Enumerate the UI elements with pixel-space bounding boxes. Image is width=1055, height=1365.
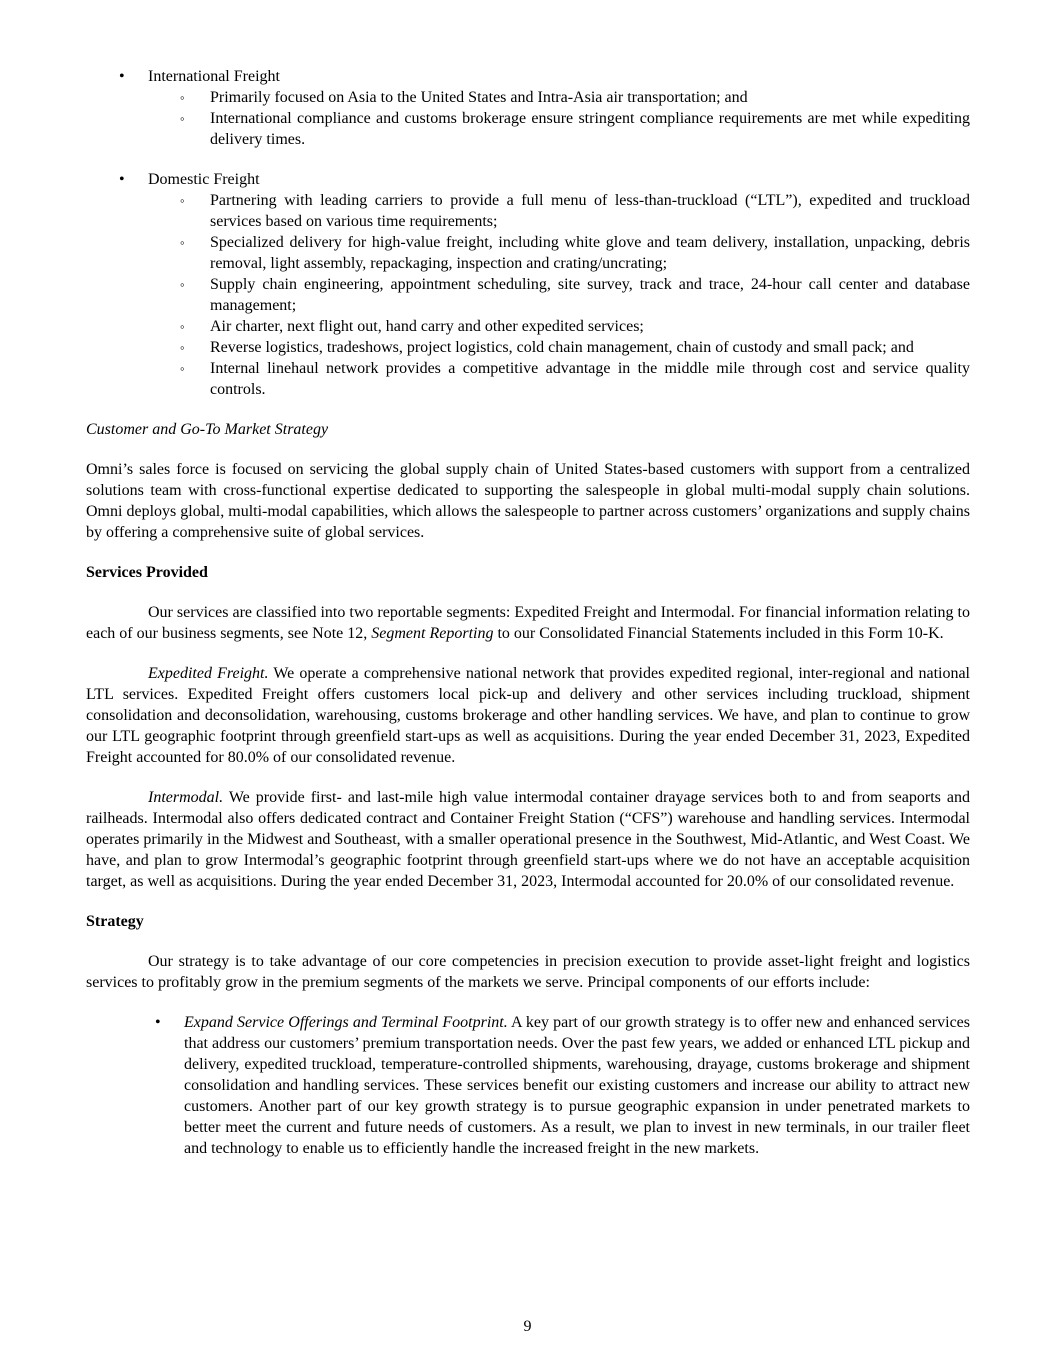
text-run: Internal linehaul network provides a competitive advantage in the middle mile through cost and service quality controls. (210, 360, 970, 398)
text-run: to our Consolidated Financial Statements included in this Form 10-K. (493, 625, 944, 642)
bullet-marker-icon: • (119, 68, 125, 85)
text-run: A key part of our growth strategy is to offer new and enhanced services that address our customers’ premium transportation needs. Over the past few years, we added or enhanced LTL pickup and delivery, expedited truckload, temperature-controlled shipments, warehousing, drayage, customs brokerage and shipment consolidation and handling services. These services benefit our existing customers and increase our ability to attract new customers. Another part of our key growth strategy is to pursue geographic expansion in under penetrated markets to better meet the current and future needs of customers. As a result, we plan to invest in new terminals, in our trailer fleet and technology to enable us to efficiently handle the increased freight in the new markets. (184, 1014, 971, 1157)
text-run: Air charter, next flight out, hand carry and other expedited services; (210, 318, 644, 335)
text-run: Supply chain engineering, appointment scheduling, site survey, track and trace, 24-hour call center and database management; (210, 276, 970, 314)
document-content (86, 66, 970, 1159)
text-run: Partnering with leading carriers to provide a full menu of less-than-truckload (“LTL”), expedited and truckload services based on various time requirements; (210, 192, 970, 230)
paragraph (86, 663, 970, 768)
sub-bullet-item (86, 337, 970, 358)
bullet-marker-icon: ◦ (180, 193, 185, 208)
bullet-item (86, 169, 970, 190)
paragraph (86, 459, 970, 543)
bullet-text (210, 318, 644, 335)
sub-bullet-item (86, 232, 970, 274)
text-run: Omni’s sales force is focused on servicing the global supply chain of United States-based customers with support from a centralized solutions team with cross-functional expertise dedicated to supporting the salespeople in global multi-modal supply chain solutions. Omni deploys global, multi-modal capabilities, which allows the salespeople to partner across customers’ organizations and supply chains by offering a comprehensive suite of global services. (86, 461, 970, 541)
bullet-text (148, 68, 280, 85)
bullet-text (148, 171, 260, 188)
sub-bullet-item (86, 87, 970, 108)
page-number: 9 (523, 1318, 532, 1335)
bullet-text (210, 234, 970, 272)
section-heading: Customer and Go-To Market Strategy (86, 421, 329, 438)
bullet-marker-icon: ◦ (180, 319, 185, 334)
paragraph (86, 602, 970, 644)
sub-bullet-item (86, 274, 970, 316)
text-run: Our strategy is to take advantage of our core competencies in precision execution to provide asset-light freight and logistics services to profitably grow in the premium segments of the markets we serve. Principal components of our efforts include: (86, 953, 970, 991)
bullet-marker-icon: • (119, 171, 125, 188)
sub-bullet-item (86, 358, 970, 400)
text-run: International Freight (148, 68, 280, 85)
bullet-text (210, 339, 914, 356)
text-run: We provide first- and last-mile high value intermodal container drayage services both to and from seaports and railheads. Intermodal also offers dedicated contract and Container Freight Station (“CFS”) warehouse and handling services. Intermodal operates primarily in the Midwest and Southeast, with a smaller operational presence in the Southwest, Mid-Atlantic, and West Coast. We have, and plan to grow Intermodal’s geographic footprint through greenfield start-ups where we do not have an acceptable acquisition target, as well as acquisitions. During the year ended December 31, 2023, Intermodal accounted for 20.0% of our consolidated revenue. (86, 789, 970, 890)
bullet-text (210, 110, 970, 148)
text-run: Reverse logistics, tradeshows, project logistics, cold chain management, chain of custody and small pack; and (210, 339, 914, 356)
section-heading: Strategy (86, 913, 144, 930)
text-run: Our services are classified into two reportable segments: Expedited Freight and Intermodal. For financial information relating to each of our business segments, see Note 12, (86, 604, 970, 642)
bullet-text (210, 360, 970, 398)
text-run: Domestic Freight (148, 171, 260, 188)
text-run: Specialized delivery for high-value freight, including white glove and team delivery, installation, unpacking, debris removal, light assembly, repackaging, inspection and crating/uncrating; (210, 234, 970, 272)
italic-text-run: Segment Reporting (371, 625, 494, 642)
bullet-item (86, 1012, 970, 1159)
bullet-marker-icon: ◦ (180, 277, 185, 292)
paragraph (86, 951, 970, 993)
text-run: International compliance and customs brokerage ensure stringent compliance requirements are met while expediting delivery times. (210, 110, 970, 148)
italic-text-run: Expedited Freight. (148, 665, 269, 682)
bullet-marker-icon: ◦ (180, 111, 185, 126)
bullet-marker-icon: ◦ (180, 340, 185, 355)
bullet-text (184, 1014, 970, 1157)
sub-bullet-item (86, 190, 970, 232)
bullet-text (210, 192, 970, 230)
bullet-marker-icon: ◦ (180, 90, 185, 105)
bullet-text (210, 276, 970, 314)
bullet-marker-icon: • (155, 1014, 161, 1031)
section-heading: Services Provided (86, 564, 208, 581)
bullet-text (210, 89, 748, 106)
bullet-item (86, 66, 970, 87)
text-run: We operate a comprehensive national network that provides expedited regional, inter-regional and national LTL services. Expedited Freight offers customers local pick-up and delivery and other services including truckload, shipment consolidation and deconsolidation, warehousing, customs brokerage and other handling services. We have, and plan to continue to grow our LTL geographic footprint through greenfield start-ups as well as acquisitions. During the year ended December 31, 2023, Expedited Freight accounted for 80.0% of our consolidated revenue. (86, 665, 971, 766)
italic-text-run: Intermodal. (148, 789, 224, 806)
sub-bullet-item (86, 316, 970, 337)
bullet-marker-icon: ◦ (180, 235, 185, 250)
paragraph (86, 787, 970, 892)
text-run: Primarily focused on Asia to the United States and Intra-Asia air transportation; and (210, 89, 748, 106)
italic-text-run: Expand Service Offerings and Terminal Footprint. (184, 1014, 508, 1031)
bullet-marker-icon: ◦ (180, 361, 185, 376)
sub-bullet-item (86, 108, 970, 150)
